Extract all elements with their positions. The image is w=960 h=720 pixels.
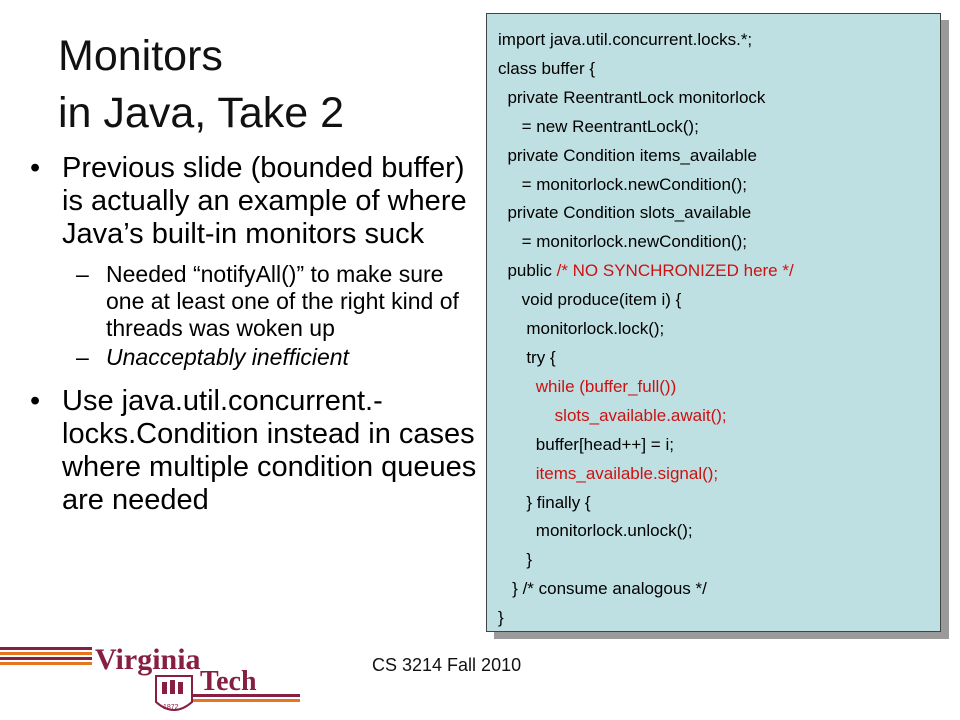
virginia-tech-logo — [0, 642, 300, 720]
code-line: try { — [498, 347, 556, 367]
bullet-item — [28, 152, 478, 251]
shield-icon — [156, 676, 192, 711]
code-line — [498, 257, 794, 286]
code-comment-highlight: /* NO SYNCHRONIZED here */ — [556, 261, 794, 281]
code-line: monitorlock.unlock(); — [498, 521, 693, 541]
bullet-marker: • — [30, 385, 41, 417]
footer-text: CS 3214 Fall 2010 — [372, 655, 522, 675]
code-line: private ReentrantLock monitorlock — [498, 87, 766, 107]
sub-bullet-text: Unacceptably inefficient — [106, 344, 349, 370]
bullet-marker: • — [30, 152, 41, 184]
code-line: = monitorlock.newCondition(); — [498, 232, 747, 252]
bullet-item — [28, 385, 478, 517]
slide-title — [58, 28, 478, 142]
sub-bullet-marker: – — [76, 261, 89, 287]
code-line: buffer[head++] = i; — [498, 434, 674, 454]
bullet-text: Use java.util.concurrent.-locks.Condition instead in cases where multiple condition queues are needed — [62, 385, 477, 516]
sub-bullet-text: Needed “notifyAll()” to make sure one at least one of the right kind of threads was woken up — [106, 261, 459, 341]
code-line: } /* consume analogous */ — [498, 579, 707, 599]
logo-year: 1872 — [163, 704, 179, 711]
logo-text-virginia: Virginia — [95, 643, 201, 676]
code-line: = new ReentrantLock(); — [498, 116, 699, 136]
code-listing — [498, 26, 794, 633]
code-line: = monitorlock.newCondition(); — [498, 174, 747, 194]
code-line-highlight: while (buffer_full()) — [498, 376, 677, 396]
bullet-list — [28, 152, 478, 533]
code-line: } — [498, 608, 504, 628]
code-text: public — [498, 261, 557, 281]
code-line: } — [498, 550, 533, 570]
code-box — [486, 13, 941, 632]
title-line-1: Monitors — [58, 32, 223, 80]
code-line: private Condition slots_available — [498, 203, 752, 223]
logo-text-tech: Tech — [200, 666, 257, 697]
code-line: } finally { — [498, 492, 591, 512]
code-line: class buffer { — [498, 58, 596, 78]
bullet-text: Previous slide (bounded buffer) is actually an example of where Java’s built-in monitors suck — [62, 152, 467, 250]
code-line: void produce(item i) { — [498, 290, 682, 310]
sub-bullet-marker: – — [76, 344, 89, 370]
code-line: private Condition items_available — [498, 145, 757, 165]
code-line-highlight: items_available.signal(); — [498, 463, 719, 483]
code-line: import java.util.concurrent.locks.*; — [498, 30, 753, 49]
sub-bullet-item — [28, 261, 478, 342]
sub-bullet-item — [28, 344, 478, 371]
code-line-highlight: slots_available.await(); — [498, 405, 727, 425]
title-line-2: in Java, Take 2 — [58, 89, 345, 137]
code-line: monitorlock.lock(); — [498, 319, 665, 339]
